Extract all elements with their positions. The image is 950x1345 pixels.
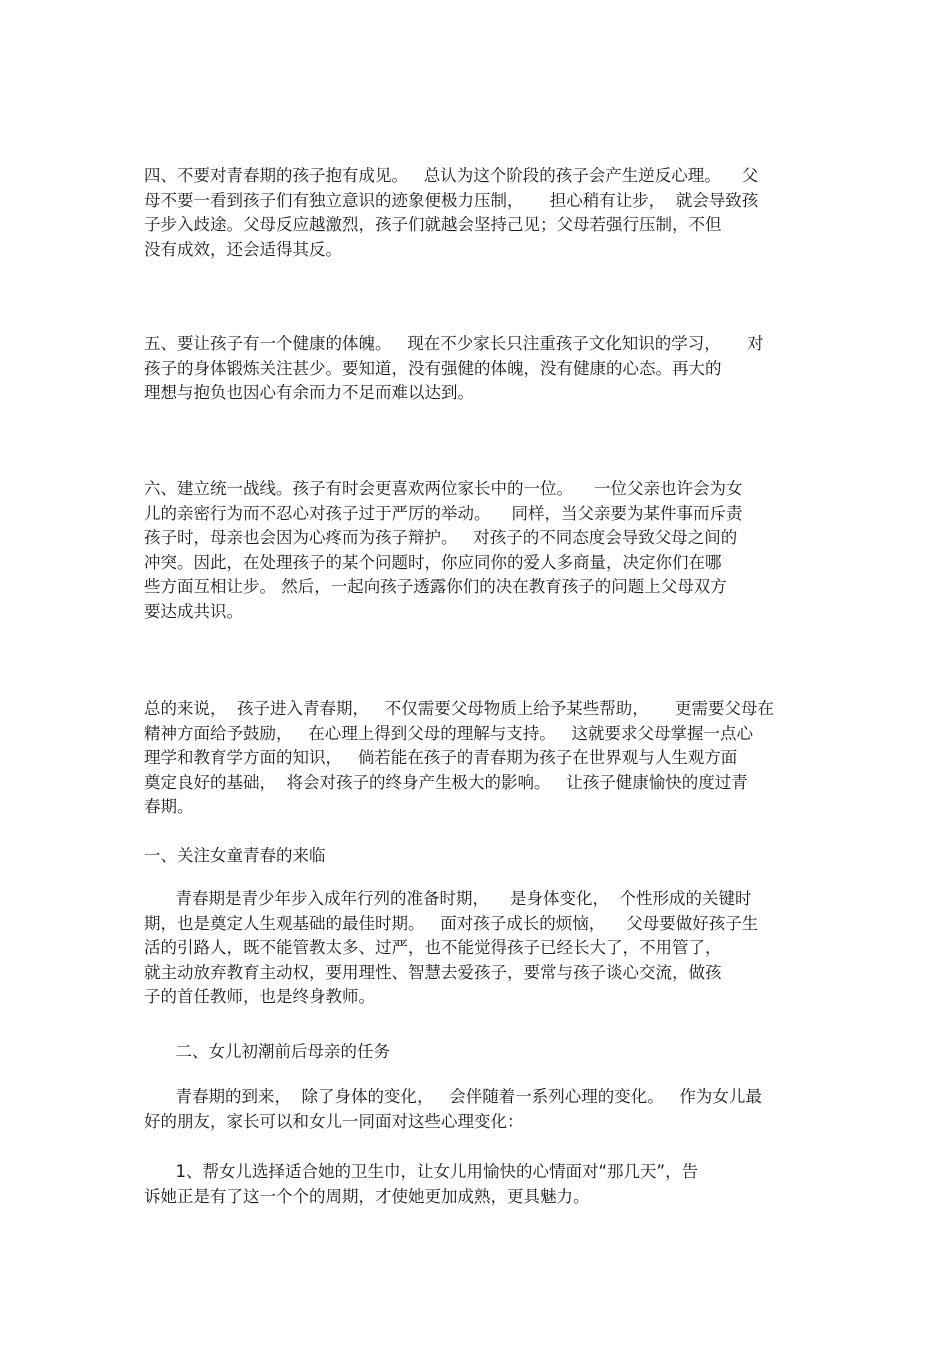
text-line: 理学和教育学方面的知识， 倘若能在孩子的青春期为孩子在世界观与人生观方面 (144, 748, 738, 767)
text-line: 期，也是奠定人生观基础的最佳时期。 面对孩子成长的烦恼， 父母要做好孩子生 (144, 913, 759, 933)
section-heading: 二、女儿初潮前后母亲的任务 (144, 1042, 390, 1061)
text-line: 冲突。因此，在处理孩子的某个问题时，你应同你的爱人多商量，决定你们在哪 (144, 552, 722, 572)
list-item-one (144, 1160, 809, 1209)
text-line: 奠定良好的基础， 将会对孩子的终身产生极大的影响。 让孩子健康愉快的度过青 (144, 772, 748, 792)
text-line: 春期。 (144, 797, 194, 816)
paragraph-puberty (144, 887, 809, 1010)
text-line: 母不要一看到孩子们有独立意识的迹象便极力压制， 担心稍有让步， 就会导致孩 (144, 190, 759, 210)
text-line: 子步入歧途。父母反应越激烈，孩子们就越会坚持己见；父母若强行压制，不但 (144, 215, 722, 234)
text-line: 青春期是青少年步入成年行列的准备时期， 是身体变化， 个性形成的关键时 (144, 889, 752, 908)
text-line: 青春期的到来， 除了身体的变化， 会伴随着一系列心理的变化。 作为女儿最 (144, 1087, 762, 1106)
text-line: 就主动放弃教育主动权，要用理性、智慧去爱孩子，要常与孩子谈心交流，做孩 (144, 962, 722, 982)
text-line: 诉她正是有了这一个个的周期，才使她更加成熟，更具魅力。 (144, 1186, 590, 1206)
paragraph-summary (144, 697, 809, 820)
text-line: 活的引路人，既不能管教太多、过严，也不能觉得孩子已经长大了，不用管了， (144, 938, 722, 957)
text-line: 理想与抱负也因心有余而力不足而难以达到。 (144, 383, 474, 402)
text-line: 没有成效，还会适得其反。 (144, 239, 342, 259)
paragraph-six (144, 477, 809, 624)
text-line: 子的首任教师，也是终身教师。 (144, 987, 375, 1006)
heading-one (144, 844, 809, 869)
section-heading: 一、关注女童青春的来临 (144, 846, 326, 865)
text-line: 些方面互相让步。 然后，一起向孩子透露你们的决在教育孩子的问题上父母双方 (144, 577, 727, 596)
text-line: 六、建立统一战线。孩子有时会更喜欢两位家长中的一位。 一位父亲也许会为女 (144, 479, 743, 498)
paragraph-five (144, 332, 809, 406)
heading-two (144, 1040, 809, 1065)
text-line: 儿的亲密行为而不忍心对孩子过于严厉的举动。 同样，当父亲要为某件事而斥责 (144, 503, 743, 523)
paragraph-arrival (144, 1085, 809, 1134)
text-line: 精神方面给予鼓励， 在心理上得到父母的理解与支持。 这就要求父母掌握一点心 (144, 723, 753, 743)
text-line: 孩子的身体锻炼关注甚少。要知道，没有强健的体魄，没有健康的心态。再大的 (144, 358, 722, 378)
text-line: 1、帮女儿选择适合她的卫生巾，让女儿用愉快的心情面对“那几天”，告 (144, 1162, 699, 1181)
text-line: 总的来说， 孩子进入青春期， 不仅需要父母物质上给予某些帮助， 更需要父母在 (144, 699, 774, 718)
paragraph-four (144, 164, 809, 262)
text-line: 好的朋友，家长可以和女儿一同面对这些心理变化： (144, 1111, 524, 1131)
text-line: 四、不要对青春期的孩子抱有成见。 总认为这个阶段的孩子会产生逆反心理。 父 (144, 166, 759, 185)
text-line: 五、要让孩子有一个健康的体魄。 现在不少家长只注重孩子文化知识的学习， 对 (144, 334, 764, 353)
text-line: 孩子时，母亲也会因为心疼而为孩子辩护。 对孩子的不同态度会导致父母之间的 (144, 528, 738, 547)
text-line: 要达成共识。 (144, 601, 243, 621)
